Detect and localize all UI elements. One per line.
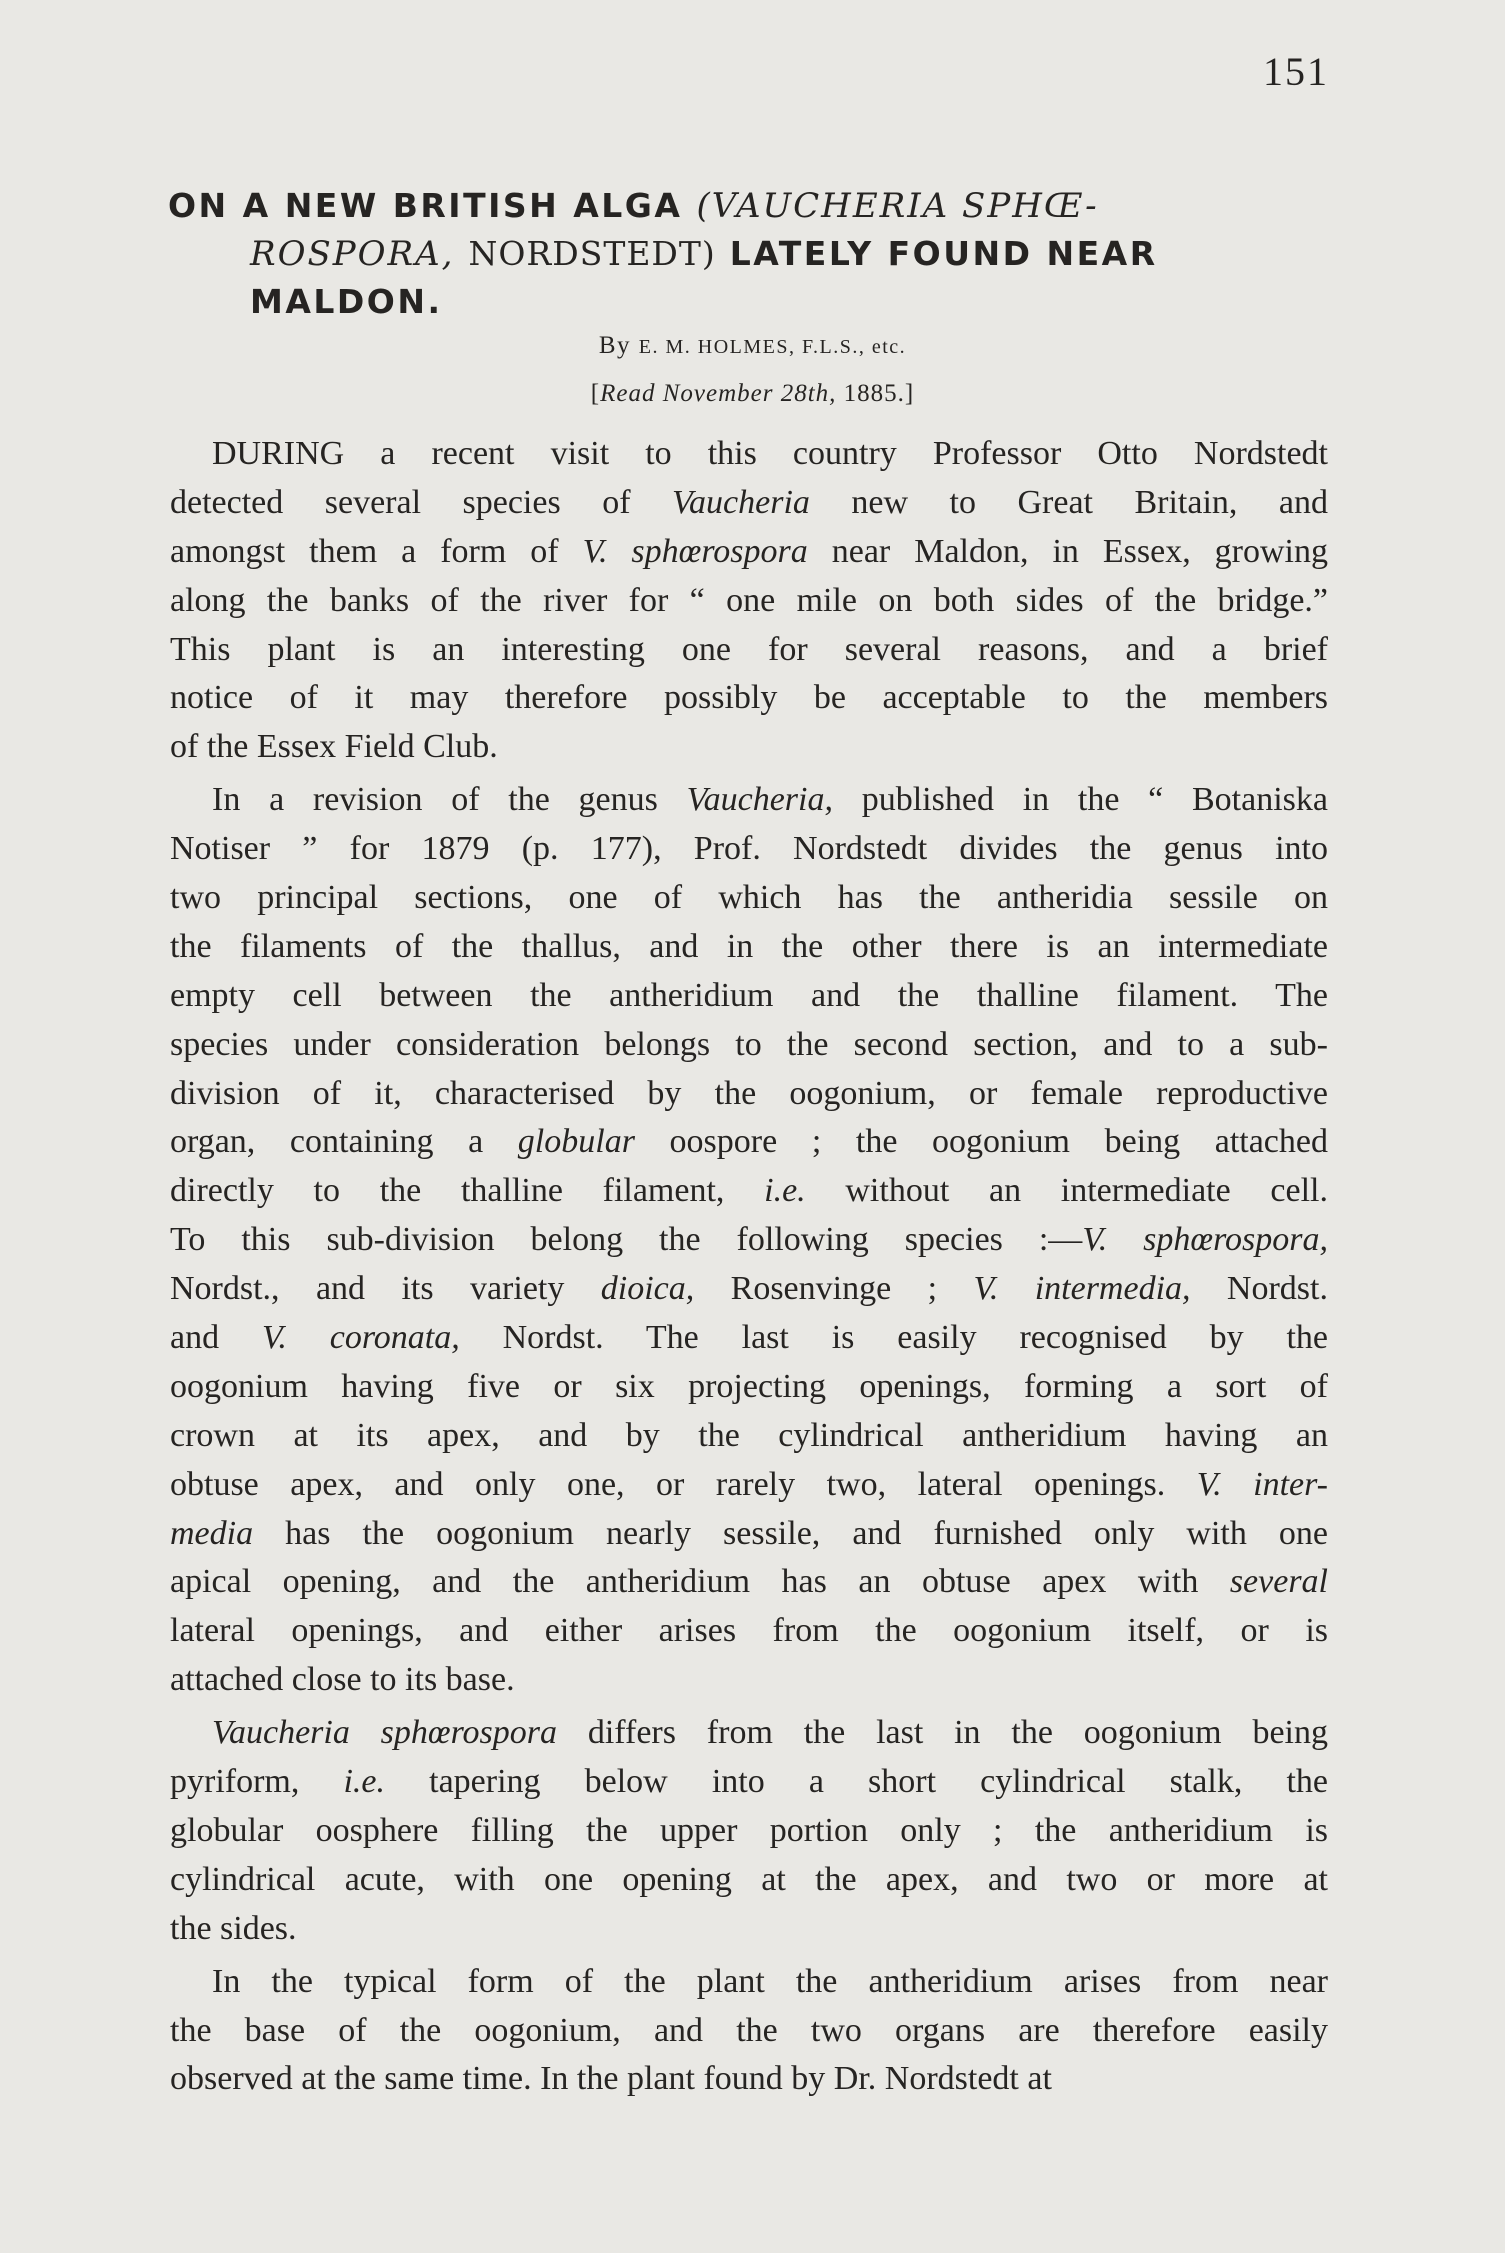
- title-line-2: [168, 230, 1348, 278]
- text-run: DURING a recent visit to this country Professor Otto Nordstedt: [212, 435, 1328, 472]
- byline-prefix: By: [598, 332, 632, 359]
- italic-text: i.e.: [764, 1172, 806, 1210]
- text-run: observed at the same time. In the plant found by Dr. Nordstedt at: [170, 2060, 1052, 2098]
- text-run: the sides.: [170, 1909, 297, 1947]
- text-line: [170, 1958, 1328, 2007]
- text-line: [170, 479, 1328, 528]
- text-line: [170, 674, 1328, 723]
- text-run: division of it, characterised by the oogonium, or female reproductive: [170, 1074, 1328, 1112]
- text-line: [170, 1607, 1328, 1656]
- italic-text: V. sphœrospora: [582, 532, 808, 570]
- italic-text: i.e.: [343, 1763, 386, 1801]
- text-line: [170, 776, 1328, 825]
- text-run: species under consideration belongs to the second section, and to a sub-: [170, 1025, 1328, 1063]
- title-roman-2: NORDSTEDT): [468, 234, 716, 273]
- text-line: [170, 1021, 1328, 1070]
- read-date: [0, 380, 1505, 408]
- title-italic-2: ROSPORA,: [250, 234, 455, 274]
- read-date-year: 1885.]: [843, 380, 915, 407]
- text-line: [170, 825, 1328, 874]
- text-line: [170, 577, 1328, 626]
- text-run: Nordst.: [1190, 1270, 1328, 1308]
- text-run: the filaments of the thallus, and in the other there is an intermediate: [170, 927, 1328, 965]
- page-number: 151: [1263, 49, 1329, 94]
- title-line-3: [168, 278, 1348, 326]
- text-line: [170, 1412, 1328, 1461]
- text-line: [170, 1807, 1328, 1856]
- article-title: [168, 182, 1348, 326]
- text-line: [170, 1758, 1328, 1807]
- text-line: [170, 2055, 1328, 2104]
- text-line: [170, 1363, 1328, 1412]
- text-run: along the banks of the river for “ one mile on both sides of the bridge.”: [170, 581, 1328, 619]
- title-caps-2: LATELY FOUND NEAR: [729, 234, 1158, 273]
- title-italic-1: (VAUCHERIA SPHŒ-: [696, 186, 1099, 226]
- italic-text: several: [1229, 1563, 1328, 1601]
- text-run: attached close to its base.: [170, 1661, 515, 1699]
- text-run: Nordst. The last is easily recognised by the: [459, 1319, 1328, 1357]
- italic-text: media: [170, 1514, 254, 1552]
- byline: [0, 332, 1505, 360]
- text-run: In a revision of the genus: [212, 781, 687, 819]
- italic-text: Vaucheria,: [686, 781, 833, 819]
- title-caps-1: ON A NEW BRITISH ALGA: [168, 186, 683, 225]
- byline-author: E. M. HOLMES, F.L.S., etc.: [638, 336, 907, 358]
- text-run: This plant is an interesting one for several reasons, and a brief: [170, 630, 1328, 668]
- italic-text: V. intermedia,: [973, 1270, 1191, 1308]
- text-line: [170, 1461, 1328, 1510]
- text-run: globular oosphere filling the upper portion only ; the antheridium is: [170, 1811, 1328, 1849]
- paragraph: [170, 430, 1328, 772]
- text-run: of the Essex Field Club.: [170, 728, 498, 766]
- text-run: obtuse apex, and only one, or rarely two, lateral openings.: [170, 1465, 1197, 1503]
- text-line: [170, 1265, 1328, 1314]
- text-line: [170, 1905, 1328, 1954]
- text-run: In the typical form of the plant the antheridium arises from near: [212, 1962, 1328, 2000]
- text-run: tapering below into a short cylindrical stalk, the: [385, 1763, 1328, 1801]
- title-line-1: [168, 182, 1348, 230]
- text-line: [170, 430, 1328, 479]
- text-run: near Maldon, in Essex, growing: [807, 532, 1328, 570]
- article-body: [170, 430, 1328, 2104]
- text-run: new to Great Britain, and: [809, 483, 1328, 521]
- italic-text: V. coronata,: [261, 1319, 460, 1357]
- text-run: oogonium having five or six projecting openings, forming a sort of: [170, 1367, 1328, 1405]
- italic-text: V. inter-: [1196, 1465, 1328, 1503]
- italic-text: V. sphœrospora,: [1082, 1221, 1329, 1259]
- text-run: detected several species of: [170, 483, 673, 521]
- text-run: two principal sections, one of which has the antheridia sessile on: [170, 879, 1328, 917]
- text-run: Nordst., and its variety: [170, 1270, 601, 1308]
- text-run: pyriform,: [170, 1763, 344, 1801]
- text-line: [170, 1167, 1328, 1216]
- italic-text: Vaucheria: [672, 483, 810, 521]
- paragraph: [170, 1709, 1328, 1953]
- text-line: [170, 972, 1328, 1021]
- read-date-open: [: [590, 380, 601, 407]
- text-run: the base of the oogonium, and the two organs are therefore easily: [170, 2011, 1328, 2049]
- paragraph: [170, 776, 1328, 1705]
- text-run: Rosenvinge ;: [694, 1270, 974, 1308]
- text-line: [170, 1216, 1328, 1265]
- text-run: cylindrical acute, with one opening at the apex, and two or more at: [170, 1860, 1328, 1898]
- text-line: [170, 528, 1328, 577]
- text-run: lateral openings, and either arises from the oogonium itself, or is: [170, 1612, 1328, 1650]
- paragraph: [170, 1958, 1328, 2105]
- text-run: To this sub-division belong the following species :—: [170, 1221, 1083, 1259]
- text-run: crown at its apex, and by the cylindrical antheridium having an: [170, 1416, 1328, 1454]
- text-line: [170, 1070, 1328, 1119]
- text-line: [170, 1558, 1328, 1607]
- text-line: [170, 1118, 1328, 1167]
- text-run: differs from the last in the oogonium being: [557, 1714, 1328, 1752]
- text-run: directly to the thalline filament,: [170, 1172, 765, 1210]
- title-caps-3: MALDON.: [250, 282, 443, 321]
- italic-text: dioica,: [600, 1270, 695, 1308]
- read-date-italic: Read November 28th,: [600, 380, 837, 407]
- text-line: [170, 723, 1328, 772]
- text-line: [170, 1510, 1328, 1559]
- text-line: [170, 626, 1328, 675]
- italic-text: Vaucheria sphœrospora: [212, 1714, 558, 1752]
- text-run: organ, containing a: [170, 1123, 518, 1161]
- text-line: [170, 1856, 1328, 1905]
- text-run: oospore ; the oogonium being attached: [634, 1123, 1328, 1161]
- text-line: [170, 923, 1328, 972]
- text-line: [170, 1709, 1328, 1758]
- italic-text: globular: [517, 1123, 635, 1161]
- text-run: amongst them a form of: [170, 532, 583, 570]
- text-run: has the oogonium nearly sessile, and furnished only with one: [253, 1514, 1328, 1552]
- text-line: [170, 2007, 1328, 2056]
- text-run: apical opening, and the antheridium has an obtuse apex with: [170, 1563, 1230, 1601]
- text-line: [170, 1314, 1328, 1363]
- text-run: and: [170, 1319, 262, 1357]
- text-run: without an intermediate cell.: [805, 1172, 1328, 1210]
- text-run: published in the “ Botaniska: [832, 781, 1328, 819]
- text-run: Notiser ” for 1879 (p. 177), Prof. Nordstedt divides the genus into: [170, 830, 1328, 868]
- text-line: [170, 1656, 1328, 1705]
- text-run: empty cell between the antheridium and the thalline filament. The: [170, 976, 1328, 1014]
- text-line: [170, 874, 1328, 923]
- text-run: notice of it may therefore possibly be acceptable to the members: [170, 679, 1328, 717]
